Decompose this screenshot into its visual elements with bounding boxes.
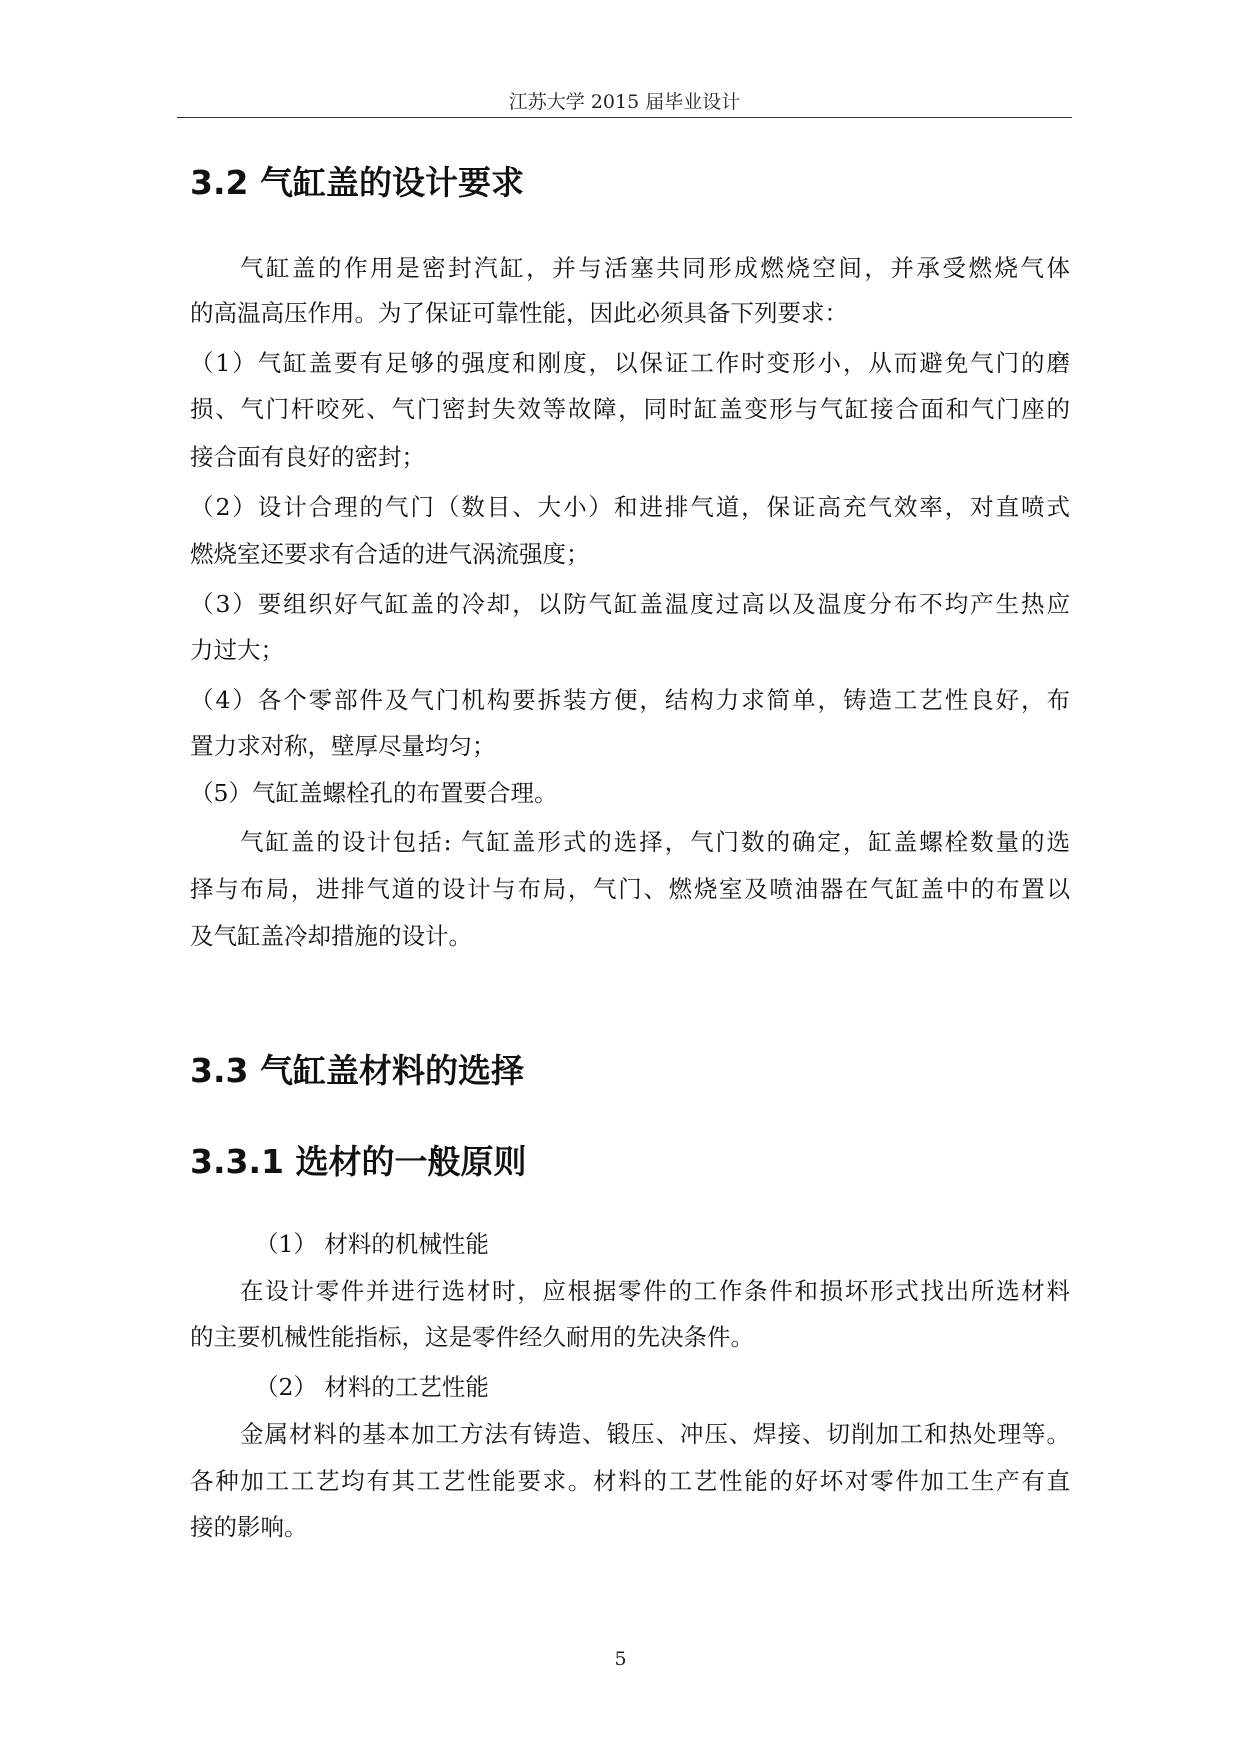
paragraph-line: 及气缸盖冷却措施的设计。 [190,922,472,950]
paragraph-line: 的高温高压作用。为了保证可靠性能，因此必须具备下列要求： [190,299,848,327]
list-item-line: 损、气门杆咬死、气门密封失效等故障，同时缸盖变形与气缸接合面和气门座的 [190,395,1070,423]
list-item-line: 接合面有良好的密封； [190,443,425,471]
list-item-line: （1）气缸盖要有足够的强度和刚度，以保证工作时变形小，从而避免气门的磨 [190,349,1070,377]
list-item-line: （3）要组织好气缸盖的冷却，以防气缸盖温度过高以及温度分布不均产生热应 [190,590,1070,618]
paragraph-line: 的主要机械性能指标，这是零件经久耐用的先决条件。 [190,1323,754,1351]
list-item-line: 力过大； [190,636,284,664]
paragraph-line: 气缸盖的设计包括: 气缸盖形式的选择，气门数的确定，缸盖螺栓数量的选 [240,828,1070,856]
paragraph-line: 气缸盖的作用是密封汽缸，并与活塞共同形成燃烧空间，并承受燃烧气体 [240,254,1070,282]
paragraph-line: 接的影响。 [190,1513,308,1541]
paragraph-line: 各种加工工艺均有其工艺性能要求。材料的工艺性能的好坏对零件加工生产有直 [190,1467,1070,1495]
paragraph-line: 金属材料的基本加工方法有铸造、锻压、冲压、焊接、切削加工和热处理等。 [240,1420,1070,1448]
header-rule [177,117,1072,118]
list-item-heading: （2） 材料的工艺性能 [255,1373,489,1401]
paragraph-line: 在设计零件并进行选材时，应根据零件的工作条件和损坏形式找出所选材料 [240,1277,1070,1305]
page-number: 5 [614,1648,627,1670]
paragraph-line: 择与布局，进排气道的设计与布局，气门、燃烧室及喷油器在气缸盖中的布置以 [190,875,1070,903]
section-heading-3-2: 3.2 气缸盖的设计要求 [190,163,524,202]
list-item-line: （4）各个零部件及气门机构要拆装方便，结构力求简单，铸造工艺性良好，布 [190,686,1070,714]
page-header: 江苏大学 2015 届毕业设计 [508,91,741,113]
list-item-line: （2）设计合理的气门（数目、大小）和进排气道，保证高充气效率，对直喷式 [190,493,1070,521]
section-heading-3-3-1: 3.3.1 选材的一般原则 [190,1142,527,1181]
list-item-line: 置力求对称，壁厚尽量均匀； [190,732,496,760]
list-item-heading: （1） 材料的机械性能 [255,1230,489,1258]
list-item-line: （5）气缸盖螺栓孔的布置要合理。 [190,779,558,807]
list-item-line: 燃烧室还要求有合适的进气涡流强度； [190,540,590,568]
section-heading-3-3: 3.3 气缸盖材料的选择 [190,1051,524,1090]
